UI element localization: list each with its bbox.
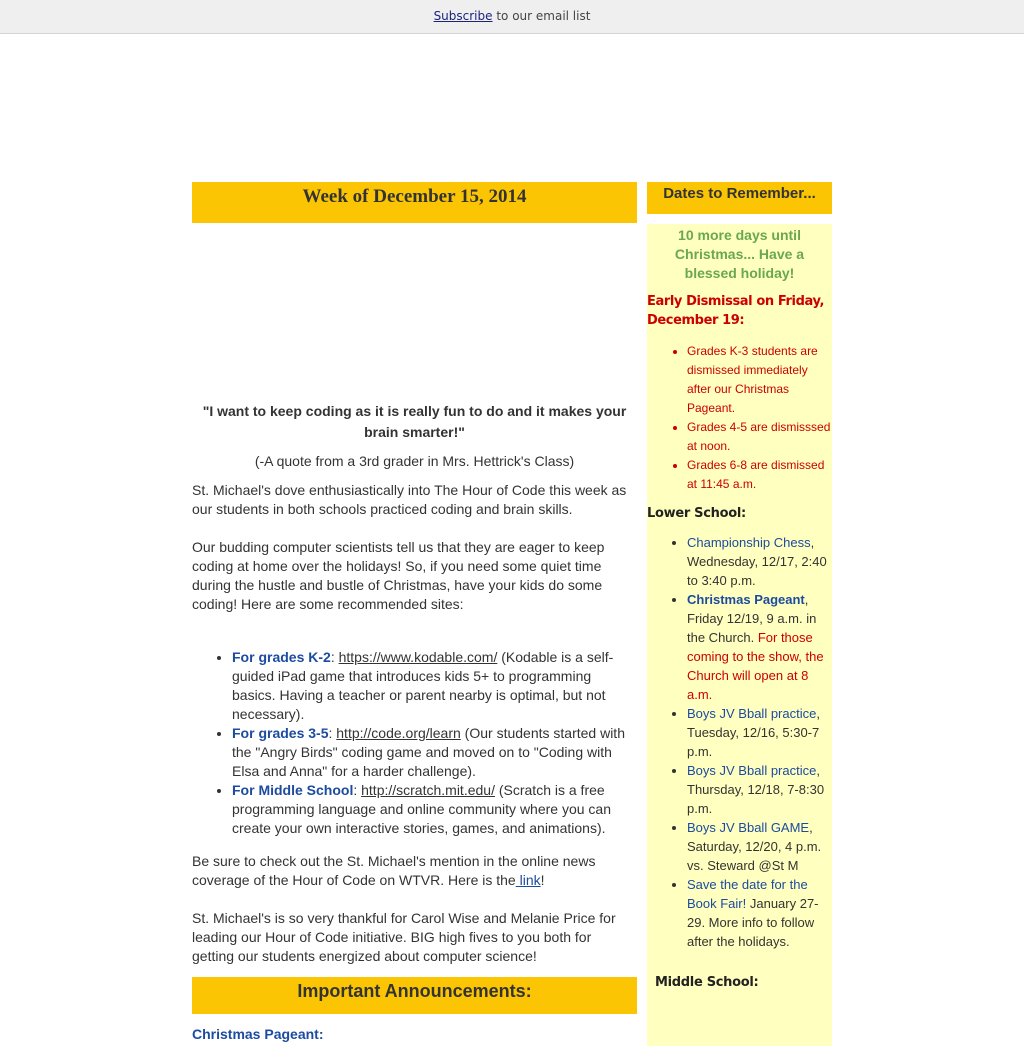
wtvr-link[interactable]: link [515, 872, 541, 888]
intro-paragraph: St. Michael's dove enthusiastically into The Hour of Code this week as our students in both schools practiced coding and brain skills. [192, 482, 627, 517]
list-item: • For grades K-2: https://www.kodable.com/ (Kodable is a self-guided iPad game that introduces kids 5+ to programming basics. Having a teacher or parent nearby is optimal, but not necessary). [232, 648, 637, 724]
subscribe-text: to our email list [492, 9, 591, 23]
student-quote: "I want to keep coding as it is really fun to do and it makes your brain smarter!" [202, 403, 627, 440]
quote-source: (-A quote from a 3rd grader in Mrs. Hettrick's Class) [254, 453, 575, 469]
list-item: • Boys JV Bball practice, Thursday, 12/18, 7-8:30 p.m. [687, 761, 832, 818]
dates-box [647, 224, 832, 1046]
list-item: • Grades 6-8 are dismissed at 11:45 a.m. [687, 456, 832, 494]
wtvr-paragraph: Be sure to check out the St. Michael's mention in the online news coverage of the Hour of Code on WTVR. Here is the link! [192, 853, 596, 888]
pageant-heading: Christmas Pageant: [192, 1026, 324, 1042]
bball-practice-link[interactable]: Boys JV Bball practice [687, 706, 817, 721]
code-org-link[interactable]: http://code.org/learn [336, 725, 461, 741]
scratch-link[interactable]: http://scratch.mit.edu/ [361, 782, 495, 798]
bball-game-link[interactable]: Boys JV Bball GAME [687, 820, 810, 835]
bball-practice-link[interactable]: Boys JV Bball practice [687, 763, 817, 778]
list-item: • For grades 3-5: http://code.org/learn (Our students started with the "Angry Birds" coding game and moved on to "Coding with Elsa and Anna" for a harder challenge). [232, 724, 637, 781]
image-placeholder [192, 223, 637, 401]
list-item: • Championship Chess, Wednesday, 12/17, 2:40 to 3:40 p.m. [687, 533, 832, 590]
dismissal-list [647, 342, 832, 494]
dates-title: Dates to Remember... [647, 182, 832, 214]
coding-paragraph: Our budding computer scientists tell us that they are eager to keep coding at home over the holidays! So, if you need some quiet time during the hustle and bustle of Christmas, have your kids do some coding! Here are some recommended sites: [192, 539, 605, 612]
site-description: (Our students started with the "Angry Birds" coding game and moved on to "Coding with Elsa and Anna" for a harder challenge). [232, 725, 625, 779]
site-description: (Scratch is a free programming language and online community where you can create your own interactive stories, games, and animations). [232, 782, 611, 836]
subscribe-bar [0, 0, 1024, 34]
main-column [192, 182, 637, 1042]
christmas-note: 10 more days until Christmas... Have a blessed holiday! [674, 227, 805, 281]
chess-link[interactable]: Championship Chess [687, 535, 811, 550]
list-item: • Save the date for the Book Fair! January 27-29. More info to follow after the holidays. [687, 875, 832, 951]
grade-label: For grades 3-5 [232, 725, 329, 741]
week-title: Week of December 15, 2014 [192, 182, 637, 223]
lower-school-list [647, 533, 832, 951]
announcements-title: Important Announcements: [192, 977, 637, 1014]
list-item: • Grades 4-5 are dismisssed at noon. [687, 418, 832, 456]
thanks-paragraph: St. Michael's is so very thankful for Carol Wise and Melanie Price for leading our Hour of Code initiative. BIG high fives to you both for getting our students energized about computer science! [192, 910, 616, 964]
grade-label: For Middle School [232, 782, 354, 798]
site-description: (Kodable is a self-guided iPad game that introduces kids 5+ to programming basics. Having a teacher or parent nearby is optimal, but not necessary). [232, 649, 614, 722]
list-item: • Boys JV Bball GAME, Saturday, 12/20, 4 p.m. vs. Steward @St M [687, 818, 832, 875]
list-item: • Boys JV Bball practice, Tuesday, 12/16, 5:30-7 p.m. [687, 704, 832, 761]
sidebar [647, 182, 832, 1046]
recommended-sites-list [192, 648, 637, 838]
kodable-link[interactable]: https://www.kodable.com/ [338, 649, 498, 665]
subscribe-link[interactable]: Subscribe [433, 9, 493, 23]
list-item: • Grades K-3 students are dismissed immediately after our Christmas Pageant. [687, 342, 832, 418]
lower-school-heading: Lower School: [647, 506, 746, 521]
pageant-link[interactable]: Christmas Pageant [687, 592, 805, 607]
list-item: • Christmas Pageant, Friday 12/19, 9 a.m. in the Church. For those coming to the show, the Church will open at 8 a.m. [687, 590, 832, 704]
book-fair-link[interactable]: Save the date for the Book Fair! [687, 877, 808, 911]
middle-school-heading: Middle School: [655, 975, 759, 990]
grade-label: For grades K-2 [232, 649, 331, 665]
early-dismissal-heading: Early Dismissal on Friday, December 19: [647, 294, 825, 328]
list-item: • For Middle School: http://scratch.mit.edu/ (Scratch is a free programming language and online community where you can create your own interactive stories, games, and animations). [232, 781, 637, 838]
